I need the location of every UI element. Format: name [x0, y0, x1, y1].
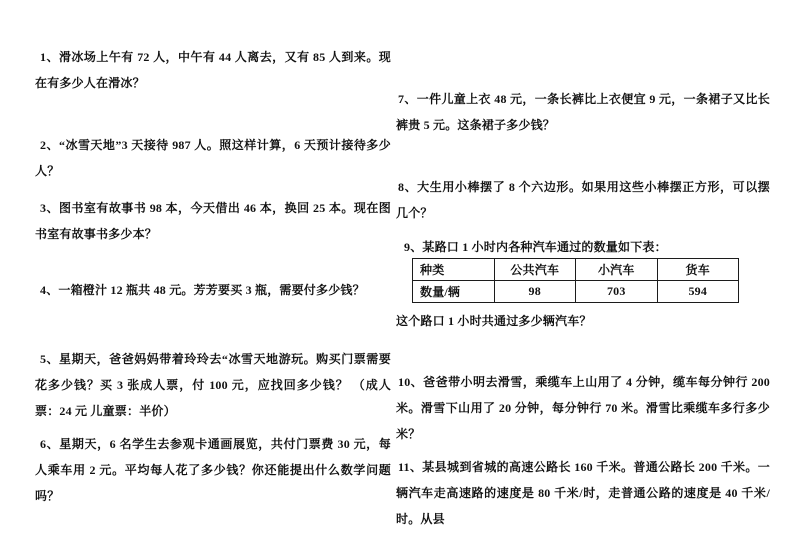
- table-data-row: [413, 281, 739, 303]
- table-cell-quantity-label: 数量/辆: [413, 281, 495, 303]
- table-header-cell-truck: 货车: [657, 259, 739, 281]
- table-header-cell-car: 小汽车: [576, 259, 658, 281]
- problem-3: 3、图书室有故事书 98 本，今天借出 46 本，换回 25 本。现在图书室有故事书多少本？: [35, 201, 391, 241]
- table-header-row: [413, 259, 739, 281]
- problem-8: 8、大生用小棒摆了 8 个六边形。如果用这些小棒摆正方形，可以摆几个？: [396, 180, 770, 220]
- problem-9-question: 这个路口 1 小时共通过多少辆汽车？: [396, 314, 592, 328]
- problem-4: 4、一箱橙汁 12 瓶共 48 元。芳芳要买 3 瓶，需要付多少钱？: [40, 283, 365, 297]
- table-header-cell-bus: 公共汽车: [494, 259, 576, 281]
- table-cell-bus-count: 98: [494, 281, 576, 303]
- problem-5: 5、星期天，爸爸妈妈带着玲玲去“冰雪天地游玩。购买门票需要花多少钱？买 3 张成人票，付 100 元，应找回多少钱？ （成人票：24 元 儿童票：半价）: [35, 352, 391, 418]
- problem-7: 7、一件儿童上衣 48 元，一条长裤比上衣便宜 9 元，一条裙子又比长裤贵 5 元。这条裙子多少钱？: [396, 92, 770, 132]
- problem-11: 11、某县城到省城的高速公路长 160 千米。普通公路长 200 千米。一辆汽车走高速路的速度是 80 千米/时，走普通公路的速度是 40 千米/时。从县: [396, 460, 770, 526]
- problem-10: 10、爸爸带小明去滑雪，乘缆车上山用了 4 分钟，缆车每分钟行 200 米。滑雪下山用了 20 分钟，每分钟行 70 米。滑雪比乘缆车多行多少米？: [396, 375, 770, 441]
- table-cell-car-count: 703: [576, 281, 658, 303]
- problem-9: [396, 236, 770, 331]
- table-header-cell-type: 种类: [413, 259, 495, 281]
- traffic-count-table: [412, 258, 739, 303]
- table-cell-truck-count: 594: [657, 281, 739, 303]
- problem-1: 1、滑冰场上午有 72 人，中午有 44 人离去，又有 85 人到来。现在有多少人在滑冰？: [35, 50, 391, 90]
- problem-2: 2、“冰雪天地”3 天接待 987 人。照这样计算，6 天预计接待多少人？: [35, 138, 391, 178]
- problem-9-intro: 9、某路口 1 小时内各种汽车通过的数量如下表：: [404, 240, 667, 254]
- problem-6: 6、星期天，6 名学生去参观卡通画展览，共付门票费 30 元，每人乘车用 2 元。平均每人花了多少钱？你还能提出什么数学问题吗？: [35, 437, 391, 503]
